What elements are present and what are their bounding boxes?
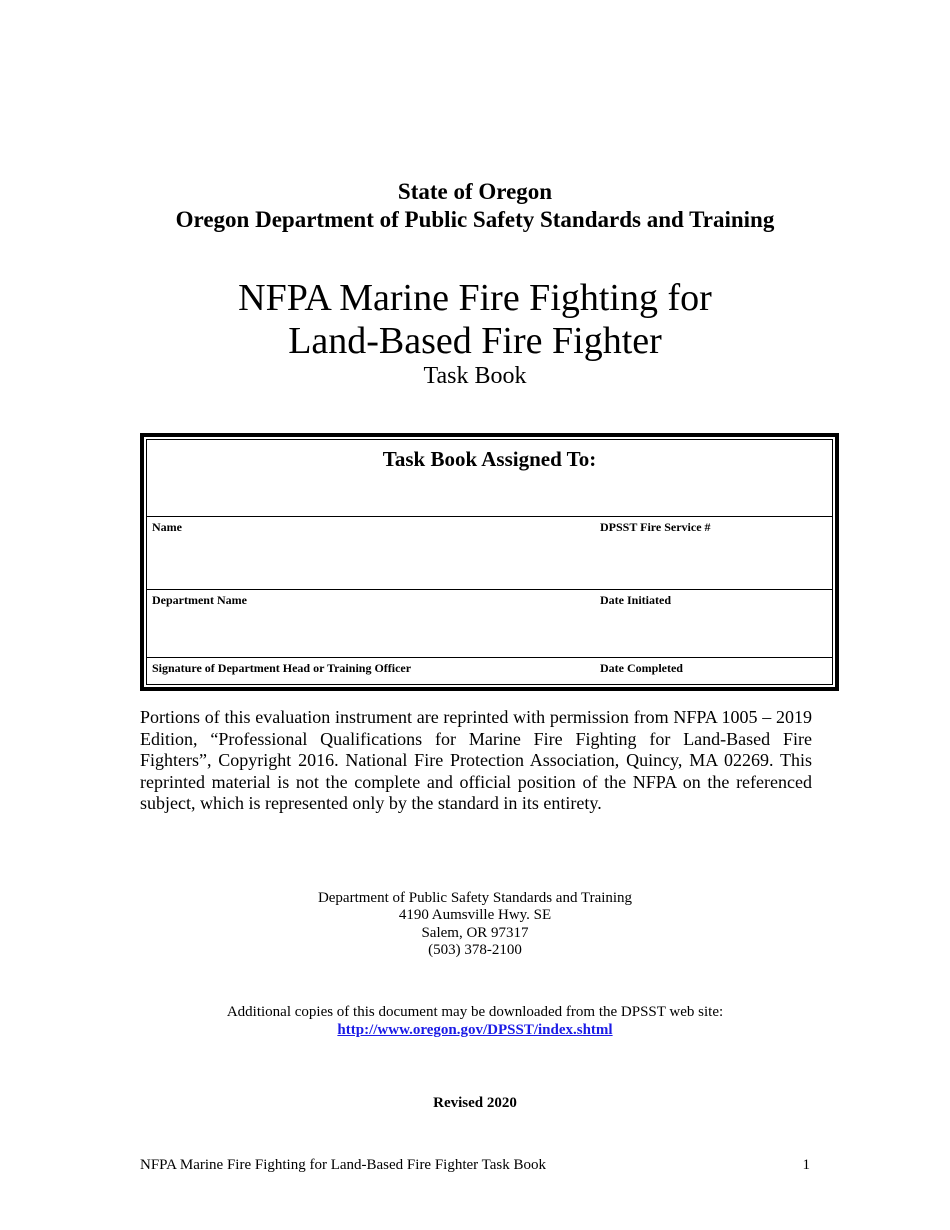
revised-date: Revised 2020 xyxy=(433,1095,517,1111)
divider-line xyxy=(147,516,832,517)
assignment-heading: Task Book Assigned To: xyxy=(382,447,597,471)
page-number: 1 xyxy=(802,1157,810,1173)
footer-title: NFPA Marine Fire Fighting for Land-Based Fire Fighter Task Book xyxy=(140,1157,547,1173)
assignment-box-inner xyxy=(146,439,833,685)
address-city: Salem, OR 97317 xyxy=(421,925,529,941)
dpsst-weblink[interactable]: http://www.oregon.gov/DPSST/index.shtml xyxy=(337,1022,613,1038)
document-subtitle: Task Book xyxy=(423,363,527,389)
download-note: Additional copies of this document may be downloaded from the DPSST web site: xyxy=(226,1004,724,1020)
signature-label: Signature of Department Head or Training Officer xyxy=(152,661,412,675)
document-title-line-1: NFPA Marine Fire Fighting for xyxy=(238,277,712,319)
nfpa-disclaimer: Portions of this evaluation instrument are reprinted with permission from NFPA 1005 – 2019 Edition, “Professional Qualifications for Marine Fire Fighting for Land-Based Fire Fighters”, Copyright 2016. National Fire Protection Association, Quincy, MA 02269. This reprinted material is not the complete and official position of the NFPA on the referenced subject, which is represented only by the standard in its entirety. xyxy=(140,707,812,813)
department-heading: Oregon Department of Public Safety Standards and Training xyxy=(175,207,775,232)
dpsst-number-label: DPSST Fire Service # xyxy=(600,520,711,534)
state-heading: State of Oregon xyxy=(397,179,553,204)
divider-line xyxy=(147,657,832,658)
department-name-label: Department Name xyxy=(152,593,247,607)
divider-line xyxy=(147,589,832,590)
name-label: Name xyxy=(152,520,182,534)
assignment-box xyxy=(140,433,839,691)
address-org: Department of Public Safety Standards and Training xyxy=(317,890,633,906)
address-street: 4190 Aumsville Hwy. SE xyxy=(398,907,552,923)
document-title-line-2: Land-Based Fire Fighter xyxy=(288,320,662,362)
date-completed-label: Date Completed xyxy=(600,661,683,675)
date-initiated-label: Date Initiated xyxy=(600,593,671,607)
dpsst-weblink-row xyxy=(0,1022,950,1040)
address-phone: (503) 378-2100 xyxy=(428,942,522,958)
